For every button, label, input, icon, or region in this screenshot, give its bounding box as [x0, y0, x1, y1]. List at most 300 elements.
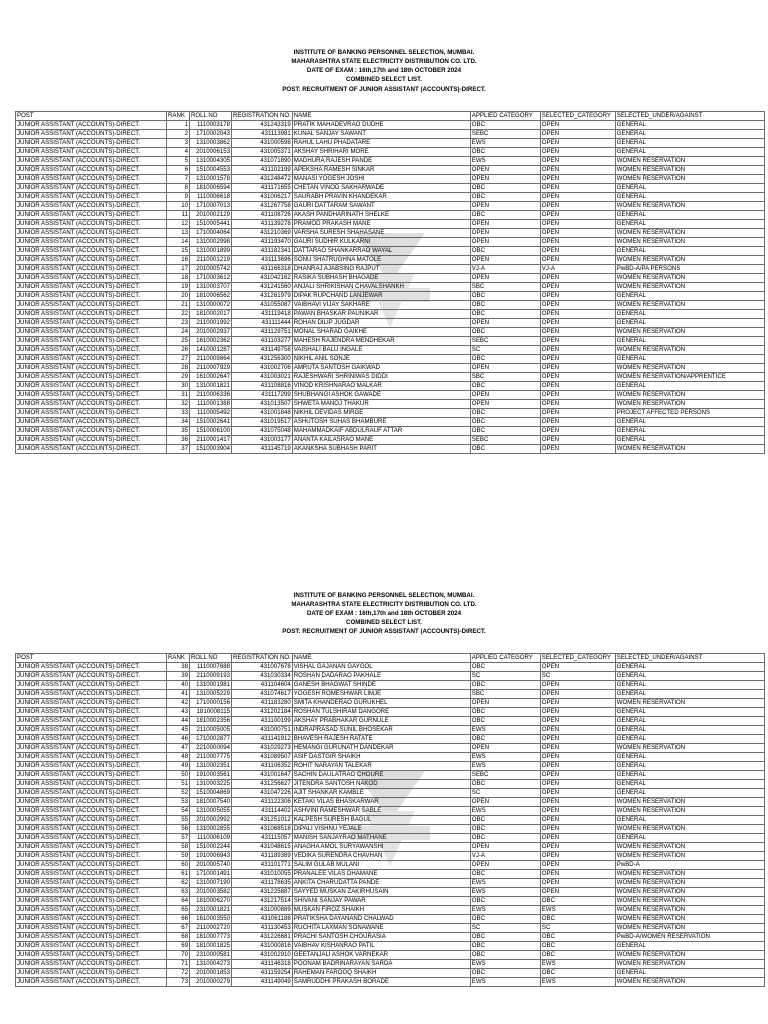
selected-category-cell: OPEN: [540, 789, 615, 798]
selected-category-cell: OPEN: [540, 771, 615, 780]
roll-no-cell: 2110001992: [190, 319, 232, 328]
roll-no-cell: 1310007190: [190, 879, 232, 888]
registration-no-cell: 431115057: [232, 834, 293, 843]
name-cell: PAWAN BHASKAR PAUNIKAR: [292, 310, 470, 319]
rank-cell: 41: [167, 690, 190, 699]
rank-cell: 2: [167, 130, 190, 139]
selected-under-cell: WOMEN RESERVATION: [615, 328, 764, 337]
selected-under-cell: GENERAL: [615, 310, 764, 319]
post-cell: JUNIOR ASSISTANT (ACCOUNTS)-DIRECT.: [16, 220, 167, 229]
applied-category-cell: SC: [470, 924, 540, 933]
applied-category-cell: EWS: [470, 807, 540, 816]
rank-cell: 16: [167, 256, 190, 265]
roll-no-cell: 1710003612: [190, 274, 232, 283]
selected-under-cell: GENERAL: [615, 681, 764, 690]
post-cell: JUNIOR ASSISTANT (ACCOUNTS)-DIRECT.: [16, 870, 167, 879]
post-cell: JUNIOR ASSISTANT (ACCOUNTS)-DIRECT.: [16, 121, 167, 130]
selected-category-cell: OPEN: [540, 373, 615, 382]
name-cell: HEMANGI GURUNATH DANDEKAR: [292, 744, 470, 753]
registration-no-cell: 431256300: [232, 355, 293, 364]
registration-no-cell: 431074617: [232, 690, 293, 699]
sheet-header: [0, 551, 768, 662]
applied-category-cell: OPEN: [470, 175, 540, 184]
post-cell: JUNIOR ASSISTANT (ACCOUNTS)-DIRECT.: [16, 735, 167, 744]
selected-category-cell: OPEN: [540, 256, 615, 265]
applied-category-cell: OPEN: [470, 861, 540, 870]
rank-cell: 18: [167, 274, 190, 283]
roll-no-cell: 1310003707: [190, 283, 232, 292]
table-row: [16, 220, 765, 229]
name-cell: SACHIN DAULATRAO CHOURE: [292, 771, 470, 780]
registration-no-cell: 431149758: [232, 346, 293, 355]
registration-no-cell: 431139278: [232, 220, 293, 229]
registration-no-cell: 431002706: [232, 364, 293, 373]
rank-cell: 7: [167, 175, 190, 184]
post-cell: JUNIOR ASSISTANT (ACCOUNTS)-DIRECT.: [16, 699, 167, 708]
name-cell: VAISHALI BALU INGALE: [292, 346, 470, 355]
rank-cell: 66: [167, 915, 190, 924]
registration-no-cell: 431010055: [232, 870, 293, 879]
table-row: [16, 978, 765, 987]
name-cell: BHAVESH RAJESH RATATE: [292, 735, 470, 744]
selected-category-cell: OPEN: [540, 382, 615, 391]
selected-category-cell: OPEN: [540, 247, 615, 256]
selected-under-cell: GENERAL: [615, 130, 764, 139]
table-row: [16, 843, 765, 852]
applied-category-cell: OBC: [470, 247, 540, 256]
header-exam-date: DATE OF EXAM : 16th,17th and 18th OCTOBER 2024: [306, 67, 462, 74]
rank-cell: 47: [167, 744, 190, 753]
selected-under-cell: GENERAL: [615, 834, 764, 843]
table-row: [16, 301, 765, 310]
table-row: [16, 184, 765, 193]
name-cell: ASHUTOSH SUHAS BHAMBURE: [292, 418, 470, 427]
registration-no-cell: 431159254: [232, 969, 293, 978]
header-list-title: COMBINED SELECT LIST.: [346, 76, 422, 83]
roll-no-cell: 1310005229: [190, 690, 232, 699]
rank-cell: 29: [167, 373, 190, 382]
post-cell: JUNIOR ASSISTANT (ACCOUNTS)-DIRECT.: [16, 717, 167, 726]
roll-no-cell: 2110007775: [190, 753, 232, 762]
selected-category-cell: OPEN: [540, 780, 615, 789]
header-institute: INSTITUTE OF BANKING PERSONNEL SELECTION, MUMBAI.: [293, 592, 475, 599]
selected-under-cell: WOMEN RESERVATION: [615, 960, 764, 969]
selected-under-cell: WOMEN RESERVATION: [615, 978, 764, 987]
selected-under-cell: WOMEN RESERVATION: [615, 888, 764, 897]
post-cell: JUNIOR ASSISTANT (ACCOUNTS)-DIRECT.: [16, 193, 167, 202]
registration-no-cell: 431013507: [232, 400, 293, 409]
post-cell: JUNIOR ASSISTANT (ACCOUNTS)-DIRECT.: [16, 148, 167, 157]
post-cell: JUNIOR ASSISTANT (ACCOUNTS)-DIRECT.: [16, 229, 167, 238]
column-header: POST: [16, 112, 167, 121]
applied-category-cell: SBC: [470, 373, 540, 382]
post-cell: JUNIOR ASSISTANT (ACCOUNTS)-DIRECT.: [16, 978, 167, 987]
table-row: [16, 382, 765, 391]
post-cell: JUNIOR ASSISTANT (ACCOUNTS)-DIRECT.: [16, 373, 167, 382]
selected-under-cell: GENERAL: [615, 735, 764, 744]
registration-no-cell: 431047226: [232, 789, 293, 798]
selected-under-cell: WOMEN RESERVATION: [615, 175, 764, 184]
post-cell: JUNIOR ASSISTANT (ACCOUNTS)-DIRECT.: [16, 888, 167, 897]
name-cell: JITENDRA SANTOSH NAKOD: [292, 780, 470, 789]
selected-category-cell: OBC: [540, 897, 615, 906]
applied-category-cell: SC: [470, 346, 540, 355]
table-row: [16, 708, 765, 717]
name-cell: VEDIKA SURENDRA CHAVHAN: [292, 852, 470, 861]
name-cell: APEKSHA RAMESH SINKAR: [292, 166, 470, 175]
post-cell: JUNIOR ASSISTANT (ACCOUNTS)-DIRECT.: [16, 184, 167, 193]
table-row: [16, 852, 765, 861]
rank-cell: 55: [167, 816, 190, 825]
registration-no-cell: 431103277: [232, 337, 293, 346]
registration-no-cell: 431193470: [232, 238, 293, 247]
selected-under-cell: GENERAL: [615, 355, 764, 364]
applied-category-cell: EWS: [470, 139, 540, 148]
name-cell: CHETAN VINOD SAKHARWADE: [292, 184, 470, 193]
roll-no-cell: 1910006943: [190, 852, 232, 861]
post-cell: JUNIOR ASSISTANT (ACCOUNTS)-DIRECT.: [16, 382, 167, 391]
post-cell: JUNIOR ASSISTANT (ACCOUNTS)-DIRECT.: [16, 663, 167, 672]
name-cell: PRACHI SANTOSH CHOURASIA: [292, 933, 470, 942]
applied-category-cell: OBC: [470, 193, 540, 202]
applied-category-cell: OBC: [470, 184, 540, 193]
name-cell: RAHEMAN FAROOQ SHAIKH: [292, 969, 470, 978]
roll-no-cell: 1810006562: [190, 292, 232, 301]
name-cell: AKSHAY SHRIHARI MORE: [292, 148, 470, 157]
roll-no-cell: 2310000581: [190, 951, 232, 960]
rank-cell: 30: [167, 382, 190, 391]
selected-under-cell: GENERAL: [615, 121, 764, 130]
registration-no-cell: 431171655: [232, 184, 293, 193]
selected-category-cell: OPEN: [540, 825, 615, 834]
column-header: SELECTED_UNDER/AGAINST: [615, 112, 764, 121]
rank-cell: 3: [167, 139, 190, 148]
post-cell: JUNIOR ASSISTANT (ACCOUNTS)-DIRECT.: [16, 400, 167, 409]
name-cell: ANKITA CHARUDATTA PANDE: [292, 879, 470, 888]
rank-cell: 23: [167, 319, 190, 328]
table-row: [16, 798, 765, 807]
applied-category-cell: OBC: [470, 211, 540, 220]
selected-under-cell: WOMEN RESERVATION: [615, 445, 764, 454]
table-row: [16, 969, 765, 978]
roll-no-cell: 2110002720: [190, 924, 232, 933]
table-row: [16, 436, 765, 445]
roll-no-cell: 1610002362: [190, 337, 232, 346]
name-cell: GAURI DATTARAM SAWANT: [292, 202, 470, 211]
registration-no-cell: 431243319: [232, 121, 293, 130]
table-row: [16, 897, 765, 906]
selected-category-cell: OPEN: [540, 202, 615, 211]
registration-no-cell: 431100199: [232, 717, 293, 726]
name-cell: MAHAMMADKAIF ABDULRAUF ATTAR: [292, 427, 470, 436]
name-cell: VINOD KRISHNARAO MALKAR: [292, 382, 470, 391]
applied-category-cell: SBC: [470, 690, 540, 699]
applied-category-cell: OBC: [470, 409, 540, 418]
selected-category-cell: OPEN: [540, 753, 615, 762]
selected-under-cell: GENERAL: [615, 690, 764, 699]
table-row: [16, 391, 765, 400]
rank-cell: 68: [167, 933, 190, 942]
registration-no-cell: 431000889: [232, 906, 293, 915]
post-cell: JUNIOR ASSISTANT (ACCOUNTS)-DIRECT.: [16, 202, 167, 211]
selected-category-cell: OPEN: [540, 834, 615, 843]
roll-no-cell: 2010001853: [190, 969, 232, 978]
name-cell: MONAL SHARAD GAIKHE: [292, 328, 470, 337]
applied-category-cell: OBC: [470, 870, 540, 879]
header-post: POST: RECRUITMENT OF JUNIOR ASSISTANT (ACCOUNTS)-DIRECT.: [282, 628, 486, 635]
applied-category-cell: OBC: [470, 942, 540, 951]
applied-category-cell: OBC: [470, 445, 540, 454]
applied-category-cell: OPEN: [470, 256, 540, 265]
name-cell: KETAKI VILAS BHASKARWAR: [292, 798, 470, 807]
rank-cell: 19: [167, 283, 190, 292]
selected-under-cell: GENERAL: [615, 436, 764, 445]
rank-cell: 15: [167, 247, 190, 256]
selected-under-cell: WOMEN RESERVATION: [615, 825, 764, 834]
roll-no-cell: 1310003862: [190, 139, 232, 148]
roll-no-cell: 2110001417: [190, 436, 232, 445]
post-cell: JUNIOR ASSISTANT (ACCOUNTS)-DIRECT.: [16, 933, 167, 942]
registration-no-cell: 431122306: [232, 798, 293, 807]
registration-no-cell: 431166318: [232, 265, 293, 274]
rank-cell: 42: [167, 699, 190, 708]
selected-category-cell: OPEN: [540, 681, 615, 690]
selected-category-cell: OPEN: [540, 337, 615, 346]
applied-category-cell: SC: [470, 672, 540, 681]
applied-category-cell: OBC: [470, 897, 540, 906]
name-cell: PRATIKSHA DAYANAND CHALWAD: [292, 915, 470, 924]
rank-cell: 20: [167, 292, 190, 301]
selected-under-cell: GENERAL: [615, 418, 764, 427]
name-cell: VARSHA SURESH SHAHASANE: [292, 229, 470, 238]
name-cell: SHWETA MANOJ THAKUR: [292, 400, 470, 409]
applied-category-cell: OPEN: [470, 220, 540, 229]
roll-no-cell: 1710000156: [190, 699, 232, 708]
name-cell: RAJESHWARI SHRINIWAS DIDDI: [292, 373, 470, 382]
roll-no-cell: 1810008115: [190, 708, 232, 717]
table-row: [16, 942, 765, 951]
registration-no-cell: 431048615: [232, 843, 293, 852]
registration-no-cell: 431000598: [232, 139, 293, 148]
post-cell: JUNIOR ASSISTANT (ACCOUNTS)-DIRECT.: [16, 960, 167, 969]
applied-category-cell: OBC: [470, 382, 540, 391]
selected-under-cell: WOMEN RESERVATION: [615, 843, 764, 852]
rank-cell: 50: [167, 771, 190, 780]
name-cell: GAURI SUDHIR KULKARNI: [292, 238, 470, 247]
selected-category-cell: OPEN: [540, 220, 615, 229]
roll-no-cell: 1110006618: [190, 193, 232, 202]
registration-no-cell: 431146318: [232, 960, 293, 969]
selected-under-cell: GENERAL: [615, 753, 764, 762]
roll-no-cell: 1810006594: [190, 184, 232, 193]
applied-category-cell: OBC: [470, 427, 540, 436]
post-cell: JUNIOR ASSISTANT (ACCOUNTS)-DIRECT.: [16, 283, 167, 292]
post-cell: JUNIOR ASSISTANT (ACCOUNTS)-DIRECT.: [16, 798, 167, 807]
applied-category-cell: SEBC: [470, 337, 540, 346]
selected-under-cell: GENERAL: [615, 211, 764, 220]
roll-no-cell: 2210000094: [190, 744, 232, 753]
selected-category-cell: OPEN: [540, 717, 615, 726]
post-cell: JUNIOR ASSISTANT (ACCOUNTS)-DIRECT.: [16, 690, 167, 699]
name-cell: ANJALI SHRIKISHAN CHAVALSHANKH: [292, 283, 470, 292]
name-cell: DHANRAJ AJABSING RAJPUT: [292, 265, 470, 274]
applied-category-cell: OPEN: [470, 391, 540, 400]
selected-under-cell: WOMEN RESERVATION: [615, 301, 764, 310]
rank-cell: 71: [167, 960, 190, 969]
selected-category-cell: OPEN: [540, 663, 615, 672]
rank-cell: 52: [167, 789, 190, 798]
post-cell: JUNIOR ASSISTANT (ACCOUNTS)-DIRECT.: [16, 753, 167, 762]
selected-under-cell: PwBD-A: [615, 861, 764, 870]
registration-no-cell: 431217514: [232, 897, 293, 906]
selected-category-cell: OPEN: [540, 130, 615, 139]
registration-no-cell: 431001848: [232, 409, 293, 418]
rank-cell: 45: [167, 726, 190, 735]
rank-cell: 10: [167, 202, 190, 211]
name-cell: GEETANJALI ASHOK VARNEKAR: [292, 951, 470, 960]
registration-no-cell: 431003177: [232, 436, 293, 445]
registration-no-cell: 431251012: [232, 816, 293, 825]
name-cell: SHUBHANGI ASHOK GAWADE: [292, 391, 470, 400]
post-cell: JUNIOR ASSISTANT (ACCOUNTS)-DIRECT.: [16, 852, 167, 861]
table-row: [16, 789, 765, 798]
name-cell: ROHIT NARAYAN TALEKAR: [292, 762, 470, 771]
rank-cell: 58: [167, 843, 190, 852]
table-row: [16, 364, 765, 373]
applied-category-cell: OBC: [470, 951, 540, 960]
rank-cell: 28: [167, 364, 190, 373]
registration-no-cell: 431061188: [232, 915, 293, 924]
selected-category-cell: OPEN: [540, 436, 615, 445]
selected-under-cell: WOMEN RESERVATION: [615, 238, 764, 247]
selected-under-cell: WOMEN RESERVATION: [615, 202, 764, 211]
table-row: [16, 175, 765, 184]
table-row: [16, 445, 765, 454]
registration-no-cell: 431114402: [232, 807, 293, 816]
registration-no-cell: 431129751: [232, 328, 293, 337]
selected-category-cell: OPEN: [540, 726, 615, 735]
registration-no-cell: 431042162: [232, 274, 293, 283]
applied-category-cell: OBC: [470, 717, 540, 726]
selected-under-cell: WOMEN RESERVATION/APPRENTICE: [615, 373, 764, 382]
applied-category-cell: OPEN: [470, 843, 540, 852]
rank-cell: 53: [167, 798, 190, 807]
name-cell: RAHUL LAHU PHADATARE: [292, 139, 470, 148]
name-cell: ASHVINI RAMESHWAR SABLE: [292, 807, 470, 816]
post-cell: JUNIOR ASSISTANT (ACCOUNTS)-DIRECT.: [16, 355, 167, 364]
selected-under-cell: GENERAL: [615, 148, 764, 157]
column-header: ROLL NO: [190, 654, 232, 663]
selected-under-cell: WOMEN RESERVATION: [615, 699, 764, 708]
table-row: [16, 915, 765, 924]
post-cell: JUNIOR ASSISTANT (ACCOUNTS)-DIRECT.: [16, 843, 167, 852]
column-header: APPLIED CATEGORY: [470, 112, 540, 121]
column-header: NAME: [292, 112, 470, 121]
roll-no-cell: 1310003225: [190, 780, 232, 789]
rank-cell: 36: [167, 436, 190, 445]
applied-category-cell: OBC: [470, 816, 540, 825]
registration-no-cell: 431267758: [232, 202, 293, 211]
name-cell: ASIF DASTGIR SHAIKH: [292, 753, 470, 762]
selected-category-cell: OPEN: [540, 409, 615, 418]
roll-no-cell: 1710001491: [190, 870, 232, 879]
applied-category-cell: OBC: [470, 301, 540, 310]
selected-category-cell: OPEN: [540, 870, 615, 879]
selected-under-cell: WOMEN RESERVATION: [615, 744, 764, 753]
selected-category-cell: OPEN: [540, 328, 615, 337]
table-row: [16, 735, 765, 744]
roll-no-cell: 1510006100: [190, 427, 232, 436]
column-header: REGISTRATION NO.: [233, 654, 291, 661]
selected-under-cell: WOMEN RESERVATION: [615, 915, 764, 924]
rank-cell: 38: [167, 663, 190, 672]
selected-category-cell: OPEN: [540, 319, 615, 328]
roll-no-cell: 2010002937: [190, 328, 232, 337]
column-header: REGISTRATION NO.: [233, 112, 291, 119]
rank-cell: 70: [167, 951, 190, 960]
roll-no-cell: 1510002244: [190, 843, 232, 852]
column-header: NAME: [292, 654, 470, 663]
applied-category-cell: EWS: [470, 978, 540, 987]
table-row: [16, 825, 765, 834]
column-header: SELECTED_CATEGORY: [540, 112, 615, 121]
name-cell: MANASI YOGESH JOSHI: [292, 175, 470, 184]
post-cell: JUNIOR ASSISTANT (ACCOUNTS)-DIRECT.: [16, 744, 167, 753]
table-row: [16, 193, 765, 202]
selected-category-cell: OPEN: [540, 193, 615, 202]
applied-category-cell: OPEN: [470, 274, 540, 283]
rank-cell: 44: [167, 717, 190, 726]
selected-under-cell: WOMEN RESERVATION: [615, 166, 764, 175]
roll-no-cell: 1110006109: [190, 834, 232, 843]
name-cell: MAHESH RAJENDRA MENDHEKAR: [292, 337, 470, 346]
name-cell: PRANALEE VILAS DHAMANE: [292, 870, 470, 879]
applied-category-cell: OBC: [470, 328, 540, 337]
table-row: [16, 888, 765, 897]
selected-category-cell: OPEN: [540, 735, 615, 744]
post-cell: JUNIOR ASSISTANT (ACCOUNTS)-DIRECT.: [16, 364, 167, 373]
post-cell: JUNIOR ASSISTANT (ACCOUNTS)-DIRECT.: [16, 825, 167, 834]
post-cell: JUNIOR ASSISTANT (ACCOUNTS)-DIRECT.: [16, 427, 167, 436]
rank-cell: 60: [167, 861, 190, 870]
registration-no-cell: 431130453: [232, 924, 293, 933]
column-header: ROLL NO: [190, 112, 232, 121]
table-row: [16, 699, 765, 708]
registration-no-cell: 431019517: [232, 418, 293, 427]
selected-category-cell: OPEN: [540, 427, 615, 436]
applied-category-cell: EWS: [470, 906, 540, 915]
applied-category-cell: OPEN: [470, 699, 540, 708]
name-cell: MANISH SANJAYRAO MATHANE: [292, 834, 470, 843]
registration-no-cell: 431141912: [232, 735, 293, 744]
table-row: [16, 166, 765, 175]
registration-no-cell: 431029273: [232, 744, 293, 753]
selected-category-cell: OPEN: [540, 690, 615, 699]
post-cell: JUNIOR ASSISTANT (ACCOUNTS)-DIRECT.: [16, 418, 167, 427]
rank-cell: 9: [167, 193, 190, 202]
applied-category-cell: OBC: [470, 121, 540, 130]
selected-category-cell: OPEN: [540, 292, 615, 301]
registration-no-cell: 431005371: [232, 148, 293, 157]
selected-under-cell: WOMEN RESERVATION: [615, 283, 764, 292]
table-header-row: [16, 654, 765, 663]
post-cell: JUNIOR ASSISTANT (ACCOUNTS)-DIRECT.: [16, 780, 167, 789]
selected-under-cell: GENERAL: [615, 382, 764, 391]
applied-category-cell: OBC: [470, 681, 540, 690]
name-cell: AJIT SHANKAR KAMBLE: [292, 789, 470, 798]
registration-no-cell: 431183280: [232, 699, 293, 708]
post-cell: JUNIOR ASSISTANT (ACCOUNTS)-DIRECT.: [16, 301, 167, 310]
